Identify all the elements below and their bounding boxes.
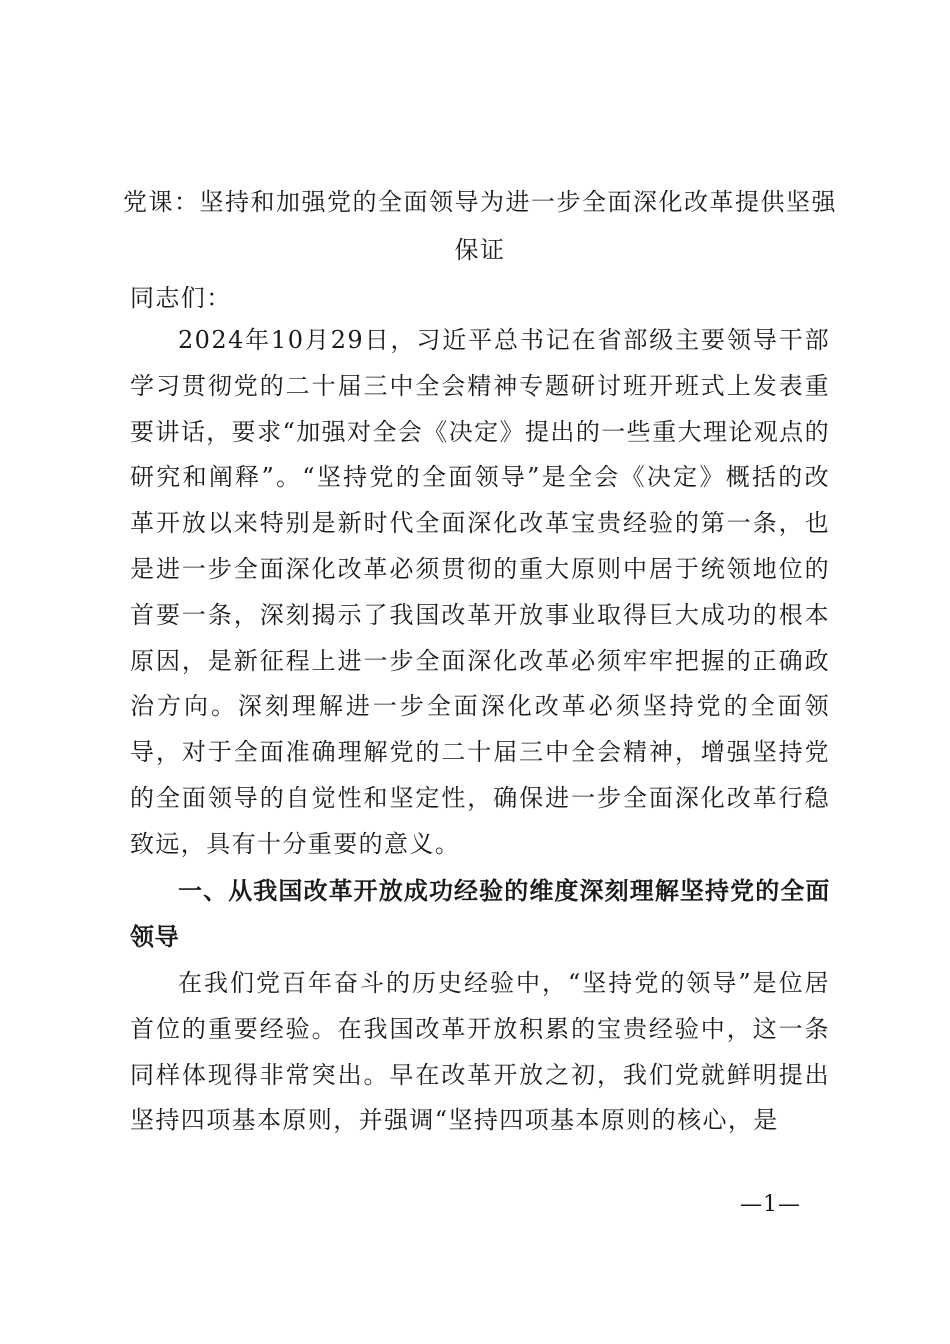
section-heading: 一、从我国改革开放成功经验的维度深刻理解坚持党的全面领导 [130, 877, 830, 951]
page-number: —1— [740, 1192, 801, 1217]
paragraph-section-1: 在我们党百年奋斗的历史经验中，“坚持党的领导”是位居首位的重要经验。在我国改革开放积累的宝贵经验中，这一条同样体现得非常突出。早在改革开放之初，我们党就鲜明提出坚持四项基本原则，并强调“坚持四项基本原则的核心，是 [130, 969, 830, 1135]
document-title: 党课：坚持和加强党的全面领导为进一步全面深化改革提供坚强保证 [123, 188, 837, 264]
salutation: 同志们： [130, 284, 232, 312]
paragraph-intro: 2024年10月29日，习近平总书记在省部级主要领导干部学习贯彻党的二十届三中全会精神专题研讨班开班式上发表重要讲话，要求“加强对全会《决定》提出的一些重大理论观点的研究和阐释”。“坚持党的全面领导”是全会《决定》概括的改革开放以来特别是新时代全面深化改革宝贵经验的第一条，也是进一步全面深化改革必须贯彻的重大原则中居于统领地位的首要一条，深刻揭示了我国改革开放事业取得巨大成功的根本原因，是新征程上进一步全面深化改革必须牢牢把握的正确政治方向。深刻理解进一步全面深化改革必须坚持党的全面领导，对于全面准确理解党的二十届三中全会精神，增强坚持党的全面领导的自觉性和坚定性，确保进一步全面深化改革行稳致远，具有十分重要的意义。 [130, 326, 830, 858]
